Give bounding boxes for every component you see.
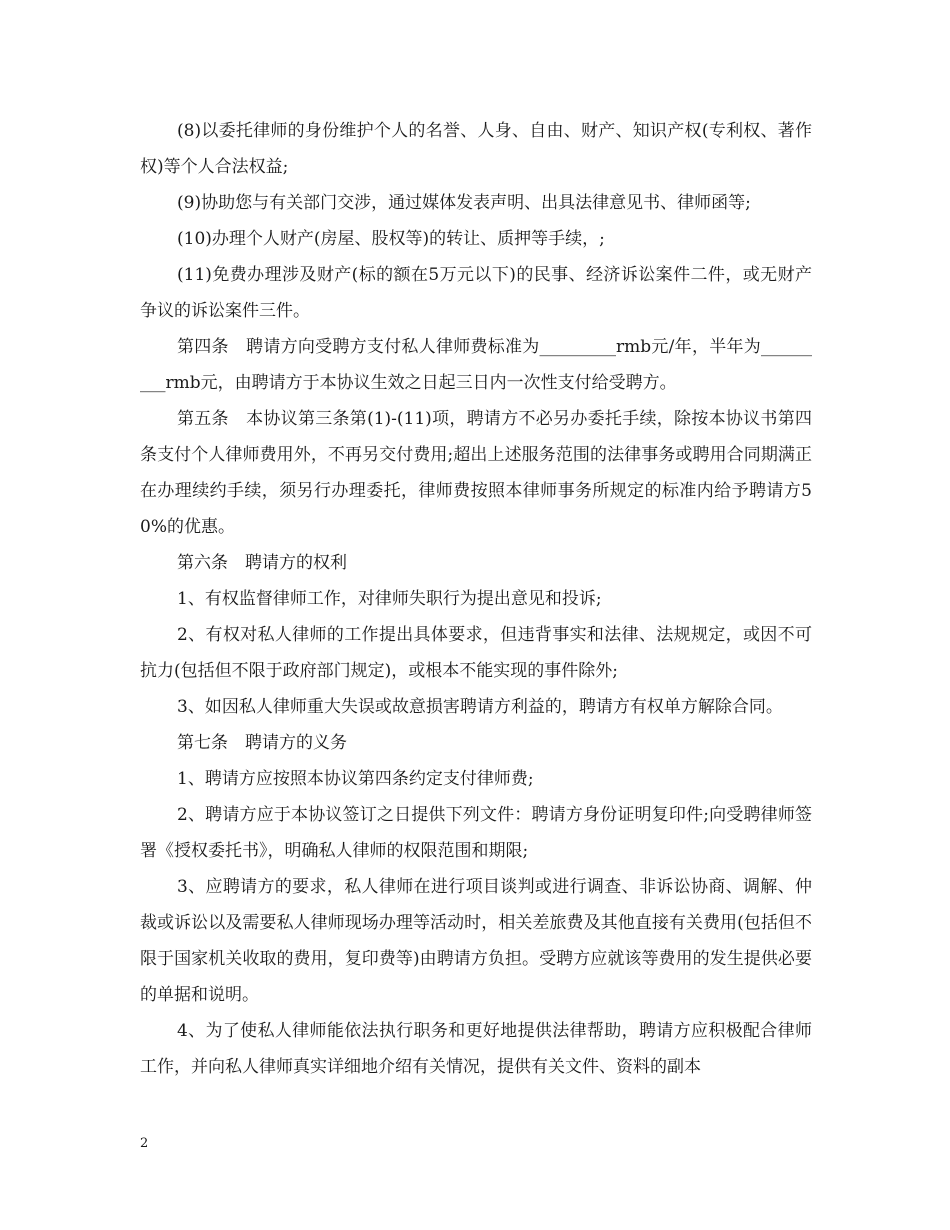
document-body: [140, 113, 812, 1085]
paragraph-item-8: (8)以委托律师的身份维护个人的名誉、人身、自由、财产、知识产权(专利权、著作权)等个人合法权益;: [140, 121, 812, 177]
article-6-heading: 第六条 聘请方的权利: [177, 553, 347, 573]
article-6-item-2: 2、有权对私人律师的工作提出具体要求，但违背事实和法律、法规规定，或因不可抗力(包括但不限于政府部门规定)，或根本不能实现的事件除外;: [140, 625, 812, 681]
article-4-fee-standard: 第四条 聘请方向受聘方支付私人律师费标准为_________rmb元/年，半年为_________rmb元，由聘请方于本协议生效之日起三日内一次性支付给受聘方。: [140, 337, 812, 393]
article-5-scope: 第五条 本协议第三条第(1)-(11)项，聘请方不必另办委托手续，除按本协议书第四条支付个人律师费用外，不再另交付费用;超出上述服务范围的法律事务或聘用合同期满正在办理续约手续，须另行办理委托，律师费按照本律师事务所规定的标准内给予聘请方50%的优惠。: [140, 409, 812, 537]
paragraph-item-9: (9)协助您与有关部门交涉，通过媒体发表声明、出具法律意见书、律师函等;: [177, 193, 751, 213]
article-7-item-1: 1、聘请方应按照本协议第四条约定支付律师费;: [177, 769, 534, 789]
paragraph-item-11: (11)免费办理涉及财产(标的额在5万元以下)的民事、经济诉讼案件二件，或无财产争议的诉讼案件三件。: [140, 265, 812, 321]
article-7-item-4: 4、为了使私人律师能依法执行职务和更好地提供法律帮助，聘请方应积极配合律师工作，并向私人律师真实详细地介绍有关情况，提供有关文件、资料的副本: [140, 1021, 812, 1077]
article-6-item-1: 1、有权监督律师工作，对律师失职行为提出意见和投诉;: [177, 589, 602, 609]
page-number: 2: [140, 1136, 149, 1151]
article-7-item-2: 2、聘请方应于本协议签订之日提供下列文件：聘请方身份证明复印件;向受聘律师签署《授权委托书》，明确私人律师的权限范围和期限;: [140, 805, 812, 861]
article-6-item-3: 3、如因私人律师重大失误或故意损害聘请方利益的，聘请方有权单方解除合同。: [177, 697, 783, 717]
article-7-heading: 第七条 聘请方的义务: [177, 733, 347, 753]
article-7-item-3: 3、应聘请方的要求，私人律师在进行项目谈判或进行调查、非诉讼协商、调解、仲裁或诉讼以及需要私人律师现场办理等活动时，相关差旅费及其他直接有关费用(包括但不限于国家机关收取的费用，复印费等)由聘请方负担。受聘方应就该等费用的发生提供必要的单据和说明。: [140, 877, 812, 1005]
paragraph-item-10: (10)办理个人财产(房屋、股权等)的转让、质押等手续，;: [177, 229, 605, 249]
